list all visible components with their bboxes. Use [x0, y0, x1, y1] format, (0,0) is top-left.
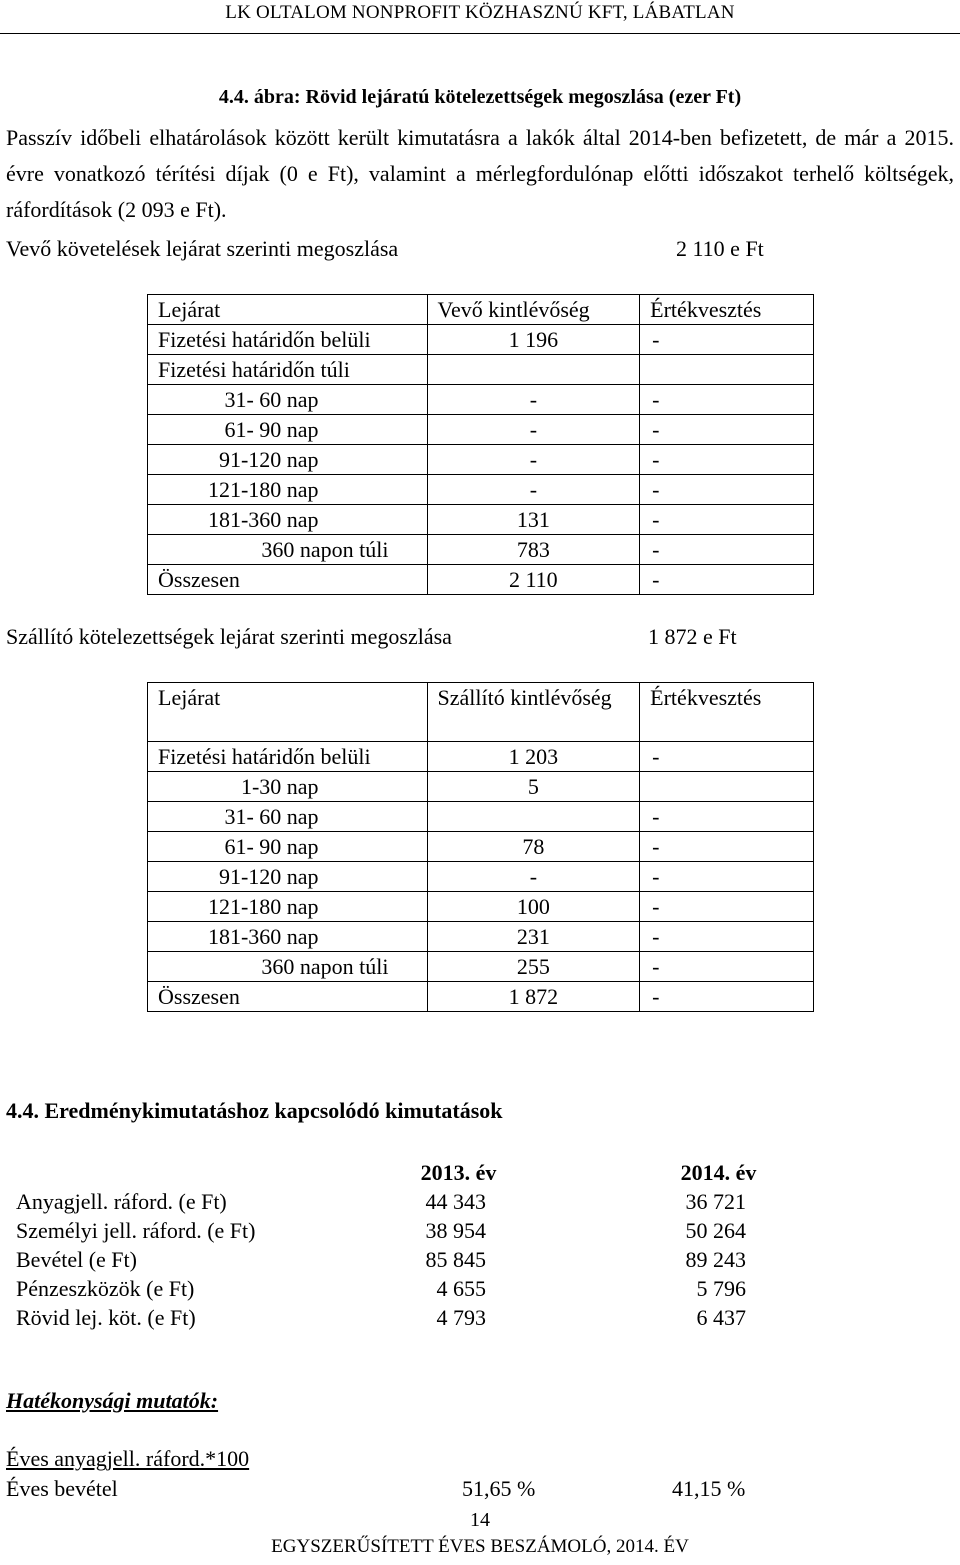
- income-value: 5 796: [696, 1276, 746, 1301]
- payables-header-cell: Lejárat: [148, 683, 428, 742]
- receivables-cell: 121-180 nap: [148, 475, 428, 505]
- payables-header-row: [148, 683, 814, 742]
- receivables-row: [148, 385, 814, 415]
- payables-cell: -: [640, 922, 814, 952]
- receivables-row: [148, 505, 814, 535]
- receivables-row: [148, 415, 814, 445]
- income-value: 38 954: [425, 1218, 486, 1243]
- payables-row: [148, 922, 814, 952]
- income-value: 89 243: [685, 1247, 746, 1272]
- payables-cell: 360 napon túli: [148, 952, 428, 982]
- income-row: [6, 1274, 776, 1303]
- income-header-row: [6, 1158, 776, 1187]
- receivables-row: [148, 445, 814, 475]
- payables-cell: -: [640, 982, 814, 1012]
- income-value: 50 264: [685, 1218, 746, 1243]
- payables-cell: -: [640, 832, 814, 862]
- receivables-cell: [640, 355, 814, 385]
- paragraph: Passzív időbeli elhatárolások között került kimutatásra a lakók által 2014-ben befizetett, de már a 2015. évre vonatkozó térítési díjak (0 e Ft), valamint a mérlegfordulónap előtti időszakot terhelő költségek, ráfordítások (2 093 e Ft).: [6, 125, 954, 222]
- payables-cell: 1 203: [427, 742, 640, 772]
- efficiency-denominator: Éves bevétel: [6, 1476, 118, 1501]
- payables-header-cell: Szállító kintlévőség: [427, 683, 640, 742]
- receivables-row: [148, 355, 814, 385]
- receivables-cell: -: [640, 325, 814, 355]
- payables-cell: [640, 772, 814, 802]
- income-spacer: [516, 1158, 651, 1187]
- payables-total: 1 872 e Ft: [648, 624, 737, 649]
- income-table: [6, 1158, 776, 1332]
- payables-cell: Fizetési határidőn belüli: [148, 742, 428, 772]
- payables-row: [148, 982, 814, 1012]
- income-spacer: [516, 1216, 651, 1245]
- receivables-header-cell: Értékvesztés: [640, 295, 814, 325]
- income-row: [6, 1187, 776, 1216]
- efficiency-value-2013: 51,65 %: [462, 1476, 536, 1501]
- receivables-cell: 2 110: [427, 565, 640, 595]
- receivables-table: [147, 294, 814, 595]
- efficiency-title: Hatékonysági mutatók:: [6, 1388, 219, 1413]
- income-row: [6, 1245, 776, 1274]
- income-section-title: 4.4. Eredménykimutatáshoz kapcsolódó kimutatások: [6, 1098, 503, 1123]
- payables-row: [148, 772, 814, 802]
- receivables-cell: 783: [427, 535, 640, 565]
- payables-cell: 78: [427, 832, 640, 862]
- receivables-cell: Összesen: [148, 565, 428, 595]
- figure-caption: 4.4. ábra: Rövid lejáratú kötelezettségek megoszlása (ezer Ft): [218, 86, 742, 108]
- payables-cell: -: [640, 742, 814, 772]
- income-value: 4 655: [436, 1276, 486, 1301]
- receivables-cell: 1 196: [427, 325, 640, 355]
- receivables-cell: 31- 60 nap: [148, 385, 428, 415]
- payables-cell: [427, 802, 640, 832]
- payables-cell: 61- 90 nap: [148, 832, 428, 862]
- receivables-cell: -: [640, 385, 814, 415]
- payables-cell: 1 872: [427, 982, 640, 1012]
- payables-cell: 100: [427, 892, 640, 922]
- page-number: 14: [470, 1509, 490, 1531]
- payables-row: [148, 862, 814, 892]
- efficiency-numerator: Éves anyagjell. ráford.*100: [6, 1446, 250, 1471]
- receivables-row: [148, 535, 814, 565]
- income-label: Pénzeszközök (e Ft): [16, 1276, 195, 1301]
- income-spacer: [516, 1274, 651, 1303]
- receivables-row: [148, 325, 814, 355]
- income-spacer: [516, 1245, 651, 1274]
- payables-header-cell: Értékvesztés: [640, 683, 814, 742]
- income-value: 4 793: [436, 1305, 486, 1330]
- income-value: 36 721: [685, 1189, 746, 1214]
- payables-cell: -: [640, 892, 814, 922]
- receivables-cell: 360 napon túli: [148, 535, 428, 565]
- payables-cell: -: [640, 952, 814, 982]
- payables-cell: 91-120 nap: [148, 862, 428, 892]
- income-label: Rövid lej. köt. (e Ft): [16, 1305, 196, 1330]
- receivables-cell: 91-120 nap: [148, 445, 428, 475]
- payables-cell: 1-30 nap: [148, 772, 428, 802]
- payables-cell: -: [427, 862, 640, 892]
- payables-cell: 5: [427, 772, 640, 802]
- payables-row: [148, 802, 814, 832]
- payables-cell: -: [640, 862, 814, 892]
- receivables-cell: -: [640, 535, 814, 565]
- income-row: [6, 1303, 776, 1332]
- payables-row: [148, 892, 814, 922]
- payables-row: [148, 832, 814, 862]
- receivables-cell: [427, 355, 640, 385]
- receivables-cell: Fizetési határidőn belüli: [148, 325, 428, 355]
- page-header: LK OLTALOM NONPROFIT KÖZHASZNÚ KFT, LÁBATLAN: [225, 2, 735, 23]
- income-header-blank: [6, 1158, 391, 1187]
- receivables-cell: -: [427, 475, 640, 505]
- income-label: Személyi jell. ráford. (e Ft): [16, 1218, 256, 1243]
- receivables-row: [148, 475, 814, 505]
- payables-cell: 121-180 nap: [148, 892, 428, 922]
- efficiency-value-2014: 41,15 %: [672, 1476, 746, 1501]
- payables-cell: 255: [427, 952, 640, 982]
- payables-cell: 181-360 nap: [148, 922, 428, 952]
- income-year-header: 2013. év: [420, 1160, 497, 1185]
- income-row: [6, 1216, 776, 1245]
- payables-cell: Összesen: [148, 982, 428, 1012]
- receivables-title: Vevő követelések lejárat szerinti megoszlása: [6, 236, 399, 261]
- income-value: 85 845: [425, 1247, 486, 1272]
- receivables-cell: -: [640, 445, 814, 475]
- income-value: 6 437: [696, 1305, 746, 1330]
- income-label: Anyagjell. ráford. (e Ft): [16, 1189, 227, 1214]
- receivables-cell: -: [640, 565, 814, 595]
- receivables-cell: -: [640, 475, 814, 505]
- receivables-cell: -: [640, 505, 814, 535]
- receivables-header-cell: Vevő kintlévőség: [427, 295, 640, 325]
- receivables-cell: -: [427, 445, 640, 475]
- receivables-cell: -: [427, 385, 640, 415]
- payables-row: [148, 952, 814, 982]
- payables-cell: 31- 60 nap: [148, 802, 428, 832]
- page-footer: EGYSZERŰSÍTETT ÉVES BESZÁMOLÓ, 2014. ÉV: [271, 1536, 689, 1557]
- payables-cell: -: [640, 802, 814, 832]
- receivables-cell: 181-360 nap: [148, 505, 428, 535]
- payables-title: Szállító kötelezettségek lejárat szerinti megoszlása: [6, 624, 452, 649]
- payables-cell: 231: [427, 922, 640, 952]
- income-value: 44 343: [425, 1189, 486, 1214]
- header-divider: [0, 33, 960, 34]
- receivables-cell: 61- 90 nap: [148, 415, 428, 445]
- receivables-row: [148, 565, 814, 595]
- receivables-cell: -: [640, 415, 814, 445]
- income-spacer: [516, 1303, 651, 1332]
- receivables-header-row: [148, 295, 814, 325]
- payables-row: [148, 742, 814, 772]
- income-spacer: [516, 1187, 651, 1216]
- payables-table: [147, 682, 814, 1012]
- receivables-header-cell: Lejárat: [148, 295, 428, 325]
- income-year-header: 2014. év: [680, 1160, 757, 1185]
- income-label: Bevétel (e Ft): [16, 1247, 137, 1272]
- receivables-cell: Fizetési határidőn túli: [148, 355, 428, 385]
- receivables-cell: -: [427, 415, 640, 445]
- receivables-total: 2 110 e Ft: [676, 236, 764, 261]
- receivables-cell: 131: [427, 505, 640, 535]
